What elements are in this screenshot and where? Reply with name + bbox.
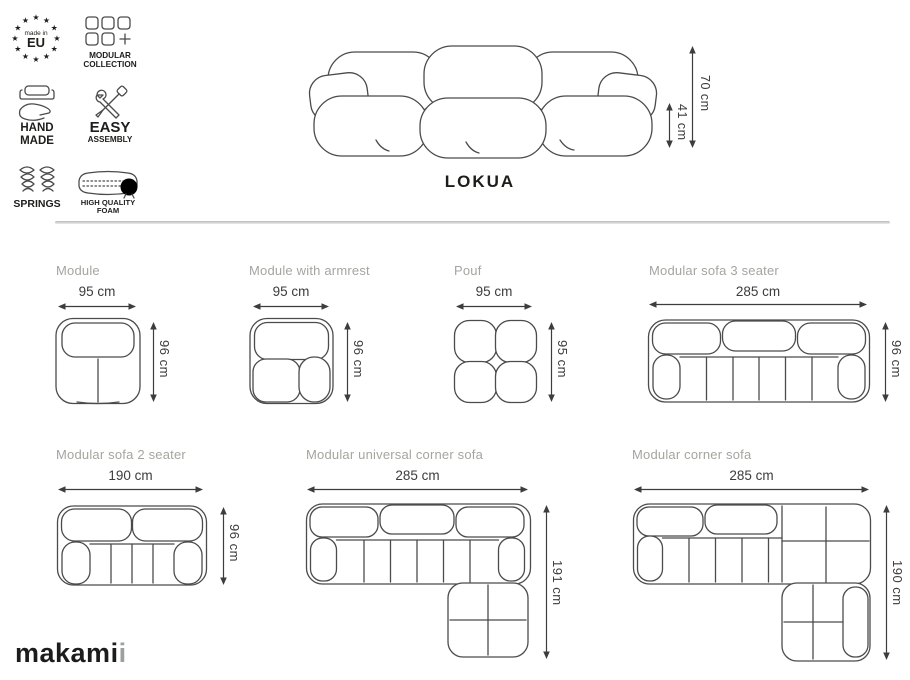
brand-logo <box>15 638 127 669</box>
pouf-top-view <box>453 319 538 404</box>
width-dimension-label: 285 cm <box>729 468 774 483</box>
height-dimension-label: 96 cm <box>227 524 242 562</box>
made-in-eu-main-label: EU <box>26 35 46 50</box>
high-quality-foam-icon <box>76 169 140 199</box>
hand-made-icon <box>16 84 58 122</box>
made-in-eu-top-label: made in <box>24 30 48 37</box>
svg-text:★: ★ <box>32 13 40 22</box>
svg-text:★: ★ <box>21 15 30 25</box>
sofa-front-illustration <box>298 30 668 165</box>
width-arrow <box>633 485 870 494</box>
width-arrow <box>306 485 529 494</box>
svg-text:★: ★ <box>32 55 40 64</box>
height-dimension-label: 191 cm <box>550 560 565 606</box>
height-dimension-label: 96 cm <box>351 340 366 378</box>
diagram-title: Modular universal corner sofa <box>306 447 484 462</box>
svg-text:★: ★ <box>53 34 61 43</box>
diagram-title: Module with armrest <box>249 263 370 278</box>
svg-text:★: ★ <box>21 52 30 62</box>
width-dimension-label: 190 cm <box>108 468 153 483</box>
svg-text:★: ★ <box>50 44 58 54</box>
width-dimension-label: 95 cm <box>475 284 513 299</box>
width-dimension-label: 95 cm <box>78 284 116 299</box>
width-arrow <box>57 302 137 311</box>
total-height-label: 70 cm <box>698 75 712 112</box>
width-dimension-label: 95 cm <box>272 284 310 299</box>
svg-text:★: ★ <box>42 52 51 62</box>
product-name: LOKUA <box>444 172 516 191</box>
svg-text:★: ★ <box>42 15 51 25</box>
seat-height-label: 41 cm <box>675 104 689 141</box>
svg-text:★: ★ <box>11 34 19 43</box>
made-in-eu-stars-icon <box>10 12 62 66</box>
height-dimension-label: 96 cm <box>157 340 172 378</box>
high-quality-foam-label: HIGH QUALITY FOAM <box>80 198 136 216</box>
height-dimension-label: 190 cm <box>890 560 905 606</box>
sofa-3-top-view <box>647 316 871 406</box>
total-height-arrow <box>688 45 697 149</box>
diagram-title: Modular sofa 3 seater <box>649 263 779 278</box>
springs-label: SPRINGS <box>13 198 61 210</box>
diagram-title: Pouf <box>454 263 482 278</box>
svg-text:★: ★ <box>14 44 22 54</box>
corner-sofa-top-view <box>632 501 872 663</box>
section-divider <box>55 221 890 224</box>
height-dimension-label: 95 cm <box>555 340 570 378</box>
hand-made-label: HAND MADE <box>20 122 54 147</box>
easy-assembly-label-small: ASSEMBLY <box>87 135 133 144</box>
easy-assembly-label-big: EASY <box>89 119 131 136</box>
modular-collection-icon <box>85 16 135 46</box>
svg-text:★: ★ <box>50 23 58 33</box>
universal-corner-top-view <box>305 501 533 661</box>
logo-main: makami <box>15 638 119 668</box>
module-armrest-top-view <box>249 317 334 405</box>
modular-collection-label: MODULAR COLLECTION <box>83 51 137 70</box>
seat-height-arrow <box>665 102 674 149</box>
diagram-title: Modular sofa 2 seater <box>56 447 186 462</box>
diagram-title: Module <box>56 263 100 278</box>
sofa-2-top-view <box>56 502 208 588</box>
springs-icon <box>18 164 56 196</box>
svg-text:★: ★ <box>14 23 22 33</box>
width-arrow <box>648 300 868 309</box>
diagram-title: Modular corner sofa <box>632 447 752 462</box>
width-arrow <box>252 302 330 311</box>
easy-assembly-icon <box>92 85 128 121</box>
width-arrow <box>57 485 204 494</box>
height-dimension-label: 96 cm <box>889 340 904 378</box>
width-dimension-label: 285 cm <box>735 284 781 299</box>
module-top-view <box>55 317 141 405</box>
width-dimension-label: 285 cm <box>395 468 440 483</box>
width-arrow <box>455 302 533 311</box>
logo-accent: i <box>118 638 127 668</box>
